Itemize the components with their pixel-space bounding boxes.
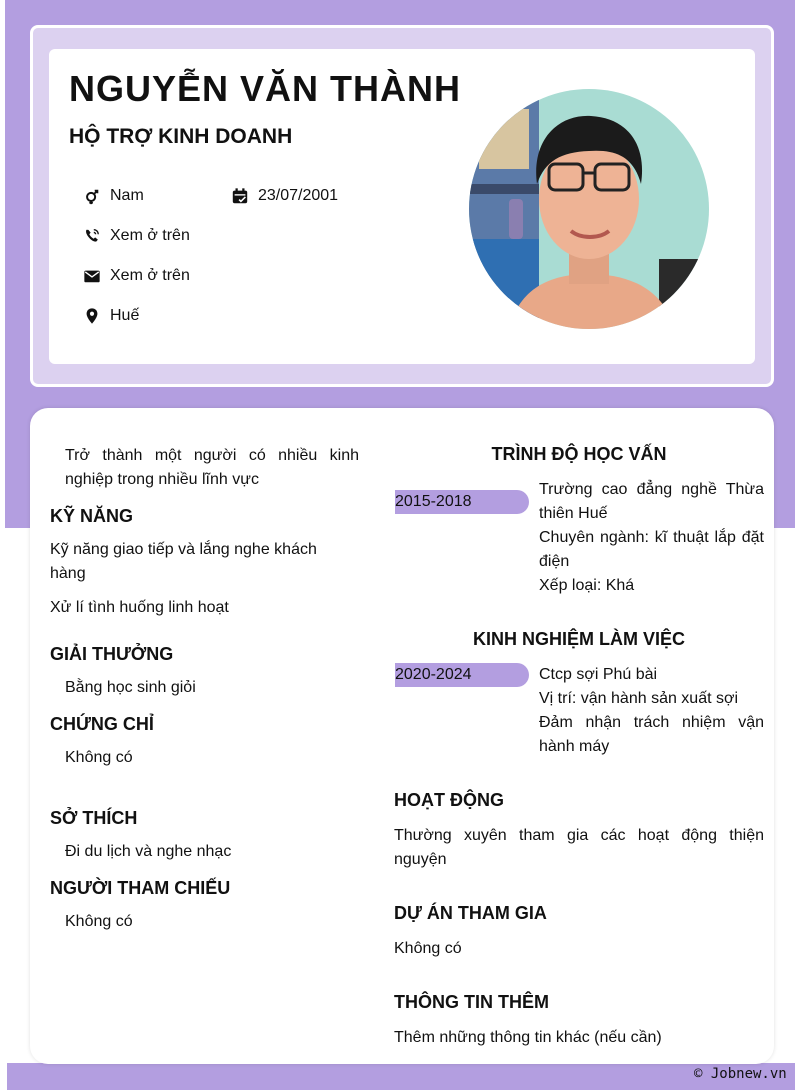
footer-brand[interactable]: © Jobnew.vn: [694, 1066, 787, 1082]
experience-company: Ctcp sợi Phú bài: [539, 666, 658, 683]
projects-heading: DỰ ÁN THAM GIA: [394, 903, 547, 923]
profile-photo: [469, 89, 709, 329]
experience-heading: KINH NGHIỆM LÀM VIỆC: [472, 629, 685, 649]
awards-heading: GIẢI THƯỞNG: [50, 644, 174, 664]
birthdate-value: 23/07/2001: [258, 187, 339, 204]
email-icon: [82, 266, 102, 286]
awards-text: Bằng học sinh giỏi: [65, 679, 196, 696]
gender-info: [82, 186, 144, 206]
certificates-text: Không có: [65, 749, 133, 766]
experience-period: 2020-2024: [395, 663, 529, 687]
candidate-position: HỘ TRỢ KINH DOANH: [69, 125, 293, 148]
experience-duty: Đảm nhận trách nhiệm vận hành máy: [539, 714, 764, 755]
hobbies-text: Đi du lịch và nghe nhạc: [65, 843, 232, 860]
location-info: [82, 306, 139, 326]
gender-value: Nam: [110, 187, 144, 204]
references-text: Không có: [65, 913, 133, 930]
phone-info: [82, 226, 190, 246]
skills-heading: KỸ NĂNG: [50, 506, 134, 526]
education-heading: TRÌNH ĐỘ HỌC VẤN: [491, 444, 667, 464]
birthdate-info: [230, 186, 338, 206]
candidate-name: NGUYỄN VĂN THÀNH: [69, 68, 462, 109]
email-info: [82, 266, 190, 286]
calendar-icon: [230, 186, 250, 206]
phone-icon: [82, 226, 102, 246]
career-objective: Trở thành một người có nhiều kinh nghiệp trong nhiều lĩnh vực: [65, 447, 359, 488]
references-heading: NGƯỜI THAM CHIẾU: [50, 878, 231, 898]
certificates-heading: CHỨNG CHỈ: [50, 714, 154, 734]
education-school: Trường cao đẳng nghề Thừa thiên Huế: [539, 481, 764, 522]
bottom-background-band: [7, 1063, 795, 1090]
skill-item: Xử lí tình huống linh hoạt: [50, 599, 229, 616]
education-rank: Xếp loại: Khá: [539, 577, 635, 594]
gender-icon: [82, 186, 102, 206]
projects-text: Không có: [394, 940, 462, 957]
skill-item: Kỹ năng giao tiếp và lắng nghe khách hàng: [50, 541, 317, 582]
phone-value: Xem ở trên: [110, 227, 190, 244]
activities-text: Thường xuyên tham gia các hoạt động thiện nguyện: [394, 827, 764, 868]
education-major: Chuyên ngành: kĩ thuật lắp đặt điện: [539, 529, 764, 570]
email-value: Xem ở trên: [110, 267, 190, 284]
location-value: Huế: [110, 307, 140, 324]
education-period: 2015-2018: [395, 490, 529, 514]
hobbies-heading: SỞ THÍCH: [50, 808, 138, 828]
more-info-heading: THÔNG TIN THÊM: [394, 992, 549, 1012]
location-icon: [82, 306, 102, 326]
experience-role: Vị trí: vận hành sản xuất sợi: [539, 690, 739, 707]
activities-heading: HOẠT ĐỘNG: [394, 790, 504, 810]
more-info-text: Thêm những thông tin khác (nếu cần): [394, 1029, 662, 1046]
